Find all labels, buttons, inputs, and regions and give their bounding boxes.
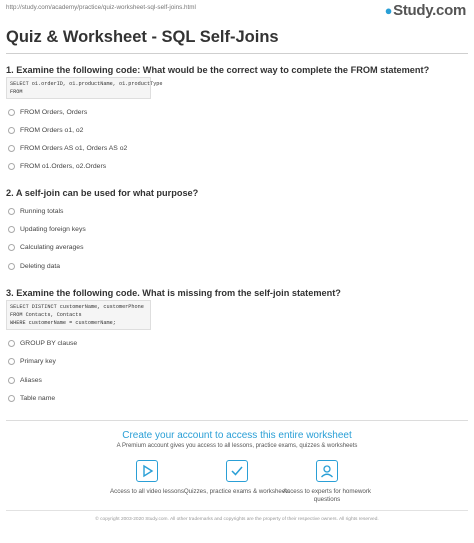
title-divider — [6, 53, 468, 54]
expert-icon — [316, 460, 338, 482]
code-line: SELECT o1.orderID, o1.productName, o1.productType — [10, 81, 163, 87]
quiz-icon — [226, 460, 248, 482]
option-label: FROM Orders, Orders — [20, 109, 88, 116]
page-url: http://study.com/academy/practice/quiz-worksheet-sql-self-joins.html — [6, 4, 196, 11]
copyright-footer: © copyright 2003-2020 Study.com. All other trademarks and copyrights are the property of their respective owners. All rights reserved. — [95, 517, 379, 522]
radio-icon[interactable] — [8, 145, 15, 152]
code-line: FROM — [10, 89, 23, 95]
radio-icon[interactable] — [8, 226, 15, 233]
code-line: SELECT DISTINCT customerName, customerPhone — [10, 304, 144, 310]
option-label: Table name — [20, 395, 56, 402]
cta-title[interactable]: Create your account to access this entire worksheet — [122, 430, 352, 441]
option-label: Deleting data — [20, 263, 61, 270]
radio-icon[interactable] — [8, 127, 15, 134]
page-header — [0, 0, 474, 22]
option-label: GROUP BY clause — [20, 340, 78, 347]
question-3-text: 3. Examine the following code. What is missing from the self-join statement? — [6, 288, 341, 298]
cta-divider — [6, 420, 468, 421]
video-icon — [136, 460, 158, 482]
feature-experts — [272, 460, 382, 504]
radio-icon[interactable] — [8, 163, 15, 170]
feature-label: Access to all video lessons — [110, 488, 184, 495]
option-label: Calculating averages — [20, 244, 84, 251]
page-title: Quiz & Worksheet - SQL Self-Joins — [6, 28, 279, 46]
radio-icon[interactable] — [8, 263, 15, 270]
question-2-text: 2. A self-join can be used for what purpose? — [6, 188, 199, 198]
option-label: Running totals — [20, 208, 64, 215]
option-label: FROM Orders AS o1, Orders AS o2 — [20, 145, 128, 152]
footer-divider — [6, 510, 468, 511]
radio-icon[interactable] — [8, 340, 15, 347]
question-1-text: 1. Examine the following code: What would be the correct way to complete the FROM statement? — [6, 65, 430, 75]
radio-icon[interactable] — [8, 208, 15, 215]
feature-label: Quizzes, practice exams & worksheets — [183, 488, 291, 495]
radio-icon[interactable] — [8, 358, 15, 365]
option-label: Primary key — [20, 358, 56, 365]
logo-text: Study.com — [393, 2, 466, 19]
logo-mark-icon: ● — [384, 3, 393, 18]
radio-icon[interactable] — [8, 395, 15, 402]
radio-icon[interactable] — [8, 244, 15, 251]
option-label: Updating foreign keys — [20, 226, 86, 233]
radio-icon[interactable] — [8, 377, 15, 384]
option-label: Aliases — [20, 377, 42, 384]
cta-subtitle: A Premium account gives you access to all lessons, practice exams, quizzes & worksheets — [116, 443, 358, 449]
feature-label: Access to experts for homework questions — [282, 488, 372, 503]
code-line: FROM Contacts, Contacts — [10, 312, 82, 318]
study-logo[interactable] — [385, 2, 466, 19]
option-label: FROM Orders o1, o2 — [20, 127, 84, 134]
radio-icon[interactable] — [8, 109, 15, 116]
option-label: FROM o1.Orders, o2.Orders — [20, 163, 107, 170]
question-3-code — [6, 300, 151, 330]
code-line: WHERE customerName = customerName; — [10, 320, 116, 326]
question-1-code — [6, 77, 163, 99]
